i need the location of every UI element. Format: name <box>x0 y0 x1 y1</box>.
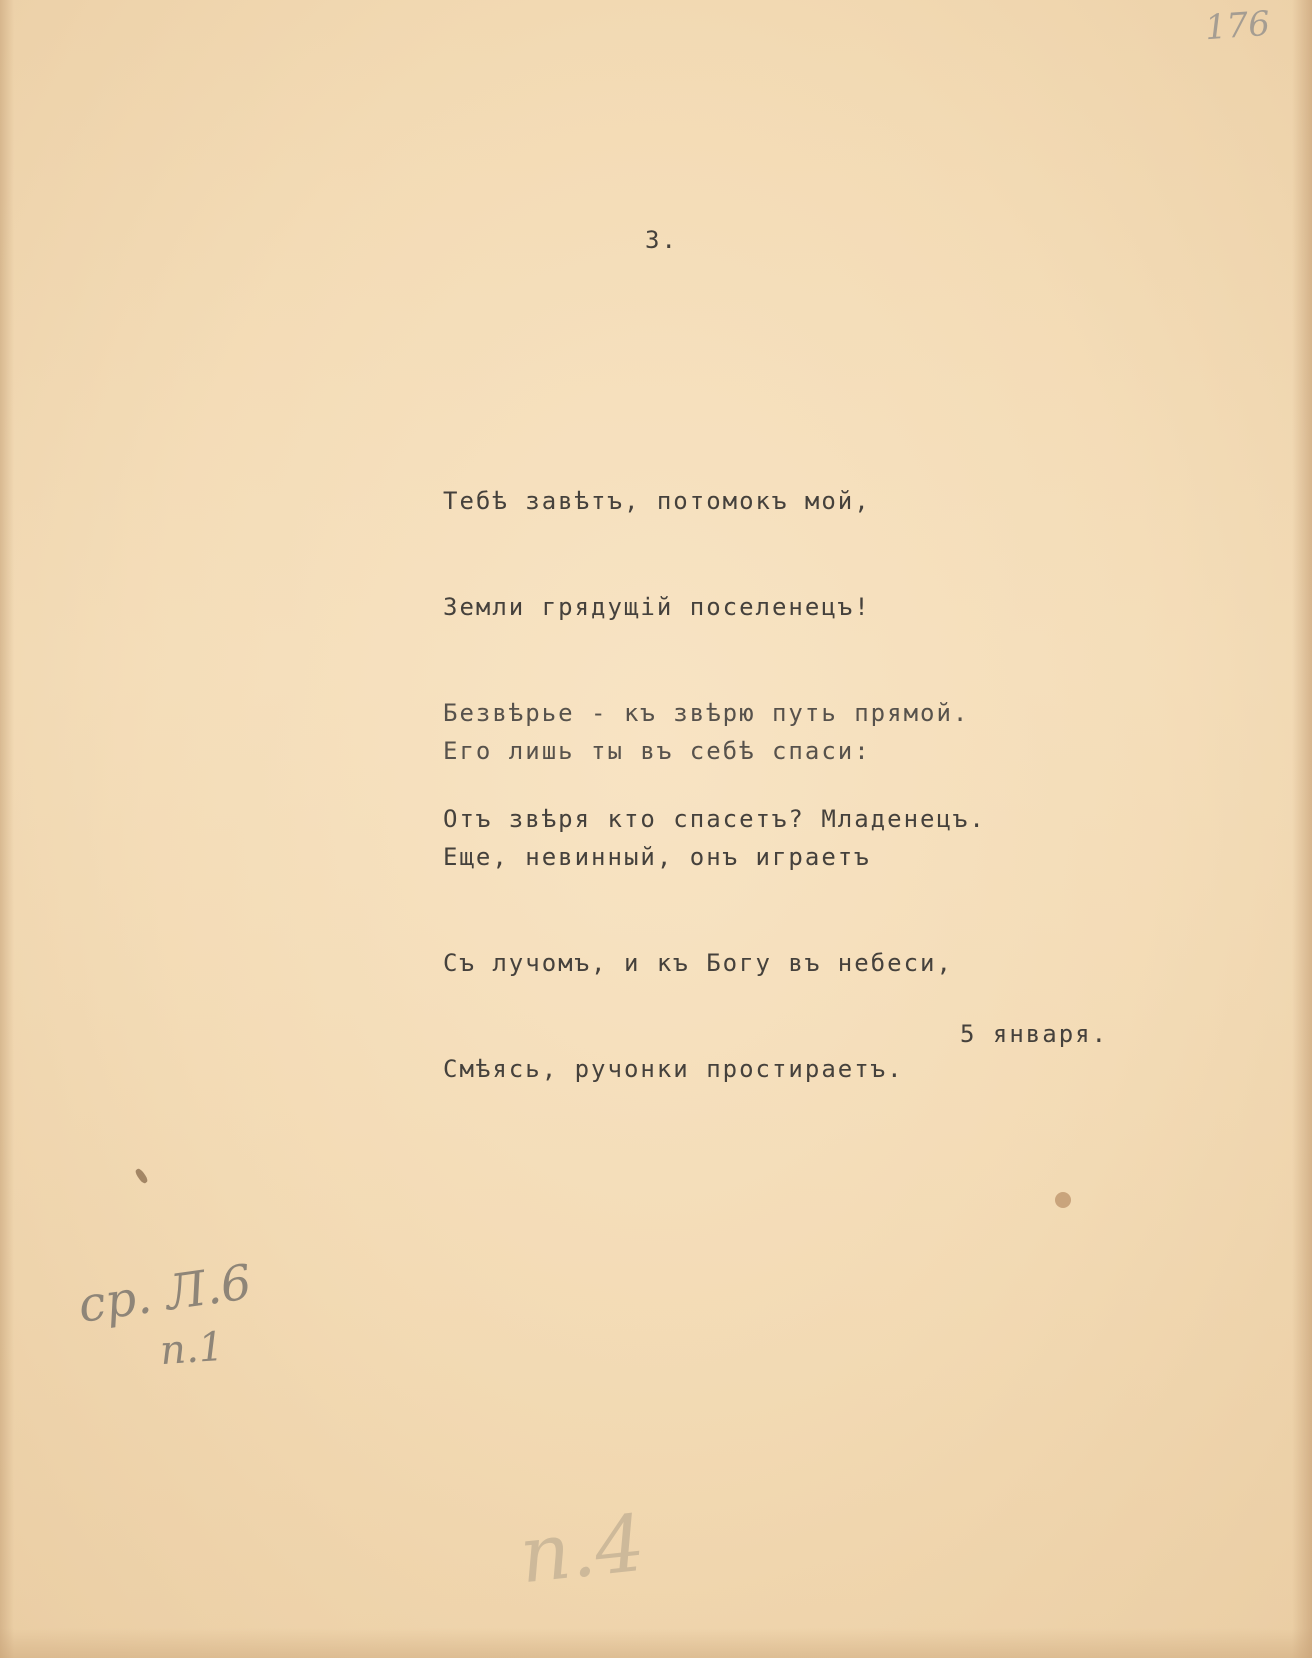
poem-number-heading: 3. <box>645 226 678 254</box>
page-edge-right <box>1292 0 1312 1658</box>
verse-line: Съ лучомъ, и къ Богу въ небеси, <box>443 949 953 977</box>
faint-pencil-mark: п.4 <box>515 1498 650 1602</box>
archive-pencil-mark-sheet: п.1 <box>158 1323 226 1375</box>
poem-date: 5 января. <box>960 1020 1109 1048</box>
verse-line: Еще, невинный, онъ играетъ <box>443 843 871 871</box>
verse-line: Его лишь ты въ себѣ спаси: <box>443 737 871 765</box>
ink-blot <box>134 1167 149 1184</box>
page-edge-bottom <box>0 1628 1312 1658</box>
verse-line: Безвѣрье - къ звѣрю путь прямой. <box>443 699 970 727</box>
verse-line: Смѣясь, ручонки простираетъ. <box>443 1055 904 1083</box>
verse-line: Отъ звѣря кто спасетъ? Младенецъ. <box>443 805 986 833</box>
archive-pencil-mark: ср. Л.6 <box>74 1254 255 1334</box>
verse-line: Тебѣ завѣтъ, потомокъ мой, <box>443 487 871 515</box>
paper-stain <box>1055 1192 1071 1208</box>
page-edge-left <box>0 0 14 1658</box>
stanza-2 <box>443 670 953 1150</box>
verse-line: Земли грядущій поселенецъ! <box>443 593 871 621</box>
folio-number: 176 <box>1203 3 1272 49</box>
